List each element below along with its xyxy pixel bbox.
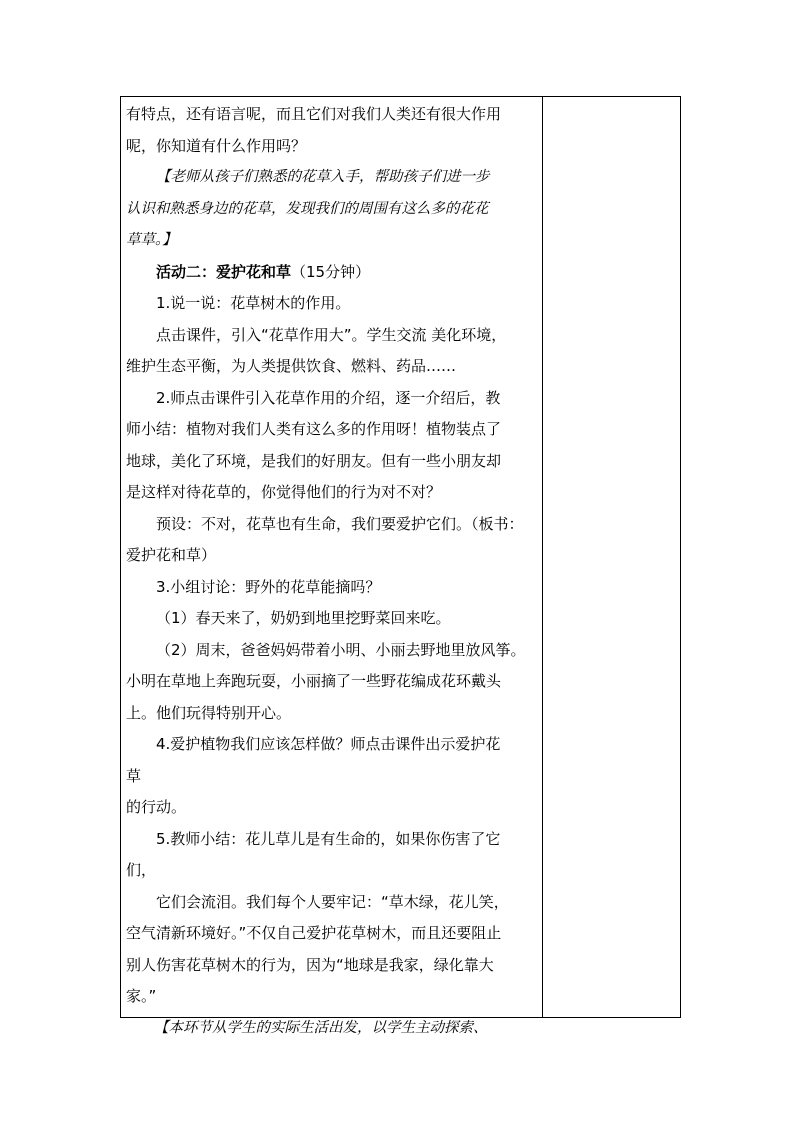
text-line: 爱护花和草） xyxy=(126,546,217,564)
text-line: （1）春天来了，奶奶到地里挖野菜回来吃。 xyxy=(156,609,451,627)
activity-duration: （15分钟） xyxy=(291,262,371,281)
teacher-note: 【本环节从学生的实际生活出发，以学生主动探索、 xyxy=(154,1019,488,1036)
text-line: 上。他们玩得特别开心。 xyxy=(126,703,292,722)
text-line: 小明在草地上奔跑玩耍，小丽摘了一些野花编成花环戴头 xyxy=(126,672,502,690)
text-line: 别人伤害花草树木的行为，因为“地球是我家，绿化靠大 xyxy=(126,955,494,974)
text-line: 它们会流泪。我们每个人要牢记：“草木绿，花儿笑， xyxy=(156,892,509,911)
lesson-content-cell xyxy=(126,99,538,1044)
text-line: 是这样对待花草的，你觉得他们的行为对不对？ xyxy=(126,483,442,501)
text-line: 师小结：植物对我们人类有这么多的作用呀！植物装点了 xyxy=(126,420,502,438)
lesson-table xyxy=(120,96,681,1036)
text-line: 家。” xyxy=(126,987,157,1005)
text-line: 点击课件，引入“花草作用大”。学生交流 美化环境， xyxy=(156,325,507,344)
text-line: 们， xyxy=(126,861,157,879)
text-line: 2.师点击课件引入花草作用的介绍，逐一介绍后，教 xyxy=(156,388,501,407)
text-line: 呢，你知道有什么作用吗？ xyxy=(126,136,307,155)
text-line: 地球，美化了环境，是我们的好朋友。但有一些小朋友却 xyxy=(126,451,502,470)
text-line: （2）周末，爸爸妈妈带着小明、小丽去野地里放风筝。 xyxy=(156,640,526,659)
teacher-note: 草草。】 xyxy=(126,232,177,248)
teacher-note: 【老师从孩子们熟悉的花草入手，帮助孩子们进一步 xyxy=(156,169,490,185)
activity-heading xyxy=(126,257,538,289)
text-line: 维护生态平衡，为人类提供饮食、燃料、药品…… xyxy=(126,357,457,375)
text-line: 的行动。 xyxy=(126,798,187,816)
text-line: 5.教师小结：花儿草儿是有生命的，如果你伤害了它 xyxy=(156,829,501,848)
text-line: 3.小组讨论：野外的花草能摘吗？ xyxy=(156,577,381,596)
column-divider xyxy=(542,97,543,1017)
text-line: 有特点，还有语言呢，而且它们对我们人类还有很大作用 xyxy=(126,105,502,123)
text-line: 草 xyxy=(126,766,142,785)
text-line: 预设：不对，花草也有生命，我们要爱护它们。（板书： xyxy=(156,514,524,533)
activity-title: 活动二：爱护花和草 xyxy=(156,262,292,281)
text-line: 4.爱护植物我们应该怎样做？师点击课件出示爱护花 xyxy=(156,735,501,753)
teacher-note: 认识和熟悉身边的花草，发现我们的周围有这么多的花花 xyxy=(126,200,489,217)
text-line: 空气清新环境好。”不仅自己爱护花草树木，而且还要阻止 xyxy=(126,924,502,942)
text-line: 1.说一说：花草树木的作用。 xyxy=(156,294,351,312)
